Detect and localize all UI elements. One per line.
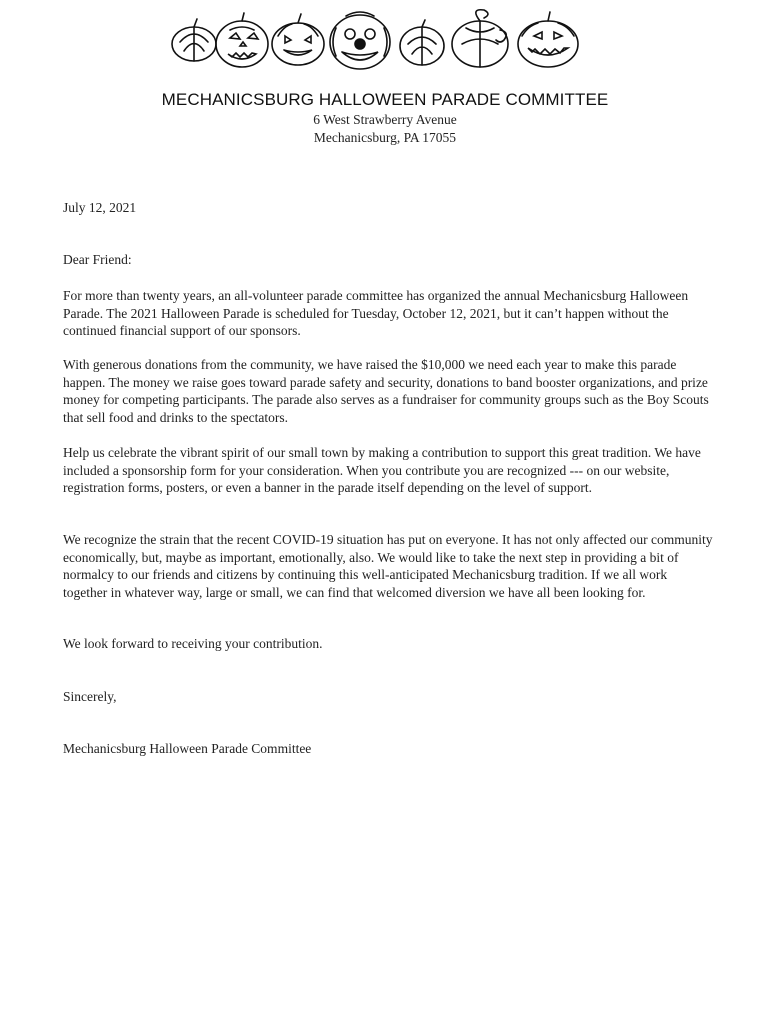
paragraph: With generous donations from the community, we have raised the $10,000 we need each year to make this parade happen. The money we raise goes toward parade safety and security, donations to band booster organizations, and prize money for competing participants. The parade also serves as a fundraiser for community groups such as the Boy Scouts that sell food and drinks to the spectators.: [63, 357, 709, 425]
closing: Sincerely,: [63, 689, 117, 704]
address-line-2: Mechanicsburg, PA 17055: [313, 130, 457, 145]
jack-o-lantern-icon: [272, 14, 324, 65]
jack-o-lantern-icon: [216, 13, 268, 67]
organization-name: MECHANICSBURG HALLOWEEN PARADE COMMITTEE: [161, 90, 609, 109]
pumpkin-icon: [172, 19, 216, 61]
address-line-1: 6 West Strawberry Avenue: [313, 112, 457, 127]
jack-o-lantern-banner-icon: [170, 6, 590, 72]
pumpkin-icon: [400, 20, 444, 65]
letter-date: July 12, 2021: [63, 200, 137, 215]
paragraph: We recognize the strain that the recent COVID-19 situation has put on everyone. It has not only affected our community economically, but, maybe as important, emotionally, also. We would like to take the next step in providing a bit of normalcy to our friends and citizens by continuing this well-anticipated Mechanicsburg tradition. If we all work together in whatever way, large or small, we can find that welcomed diversion we have all been looking for.: [63, 532, 713, 600]
pumpkin-icon: [452, 10, 508, 67]
paragraph: We look forward to receiving your contribution.: [63, 636, 323, 651]
jack-o-lantern-icon: [518, 12, 578, 67]
clown-pumpkin-icon: [330, 12, 390, 69]
paragraph: For more than twenty years, an all-volunteer parade committee has organized the annual Mechanicsburg Halloween Parade. The 2021 Halloween Parade is scheduled for Tuesday, October 12, 2021, but it can’t happen without the continued financial support of our sponsors.: [63, 288, 689, 338]
salutation: Dear Friend:: [63, 252, 132, 267]
signature: Mechanicsburg Halloween Parade Committee: [63, 741, 312, 756]
paragraph: Help us celebrate the vibrant spirit of our small town by making a contribution to support this great tradition. We have included a sponsorship form for your consideration. When you contribute you are recognized --- on our website, registration forms, posters, or even a banner in the parade itself depending on the level of support.: [63, 445, 701, 495]
